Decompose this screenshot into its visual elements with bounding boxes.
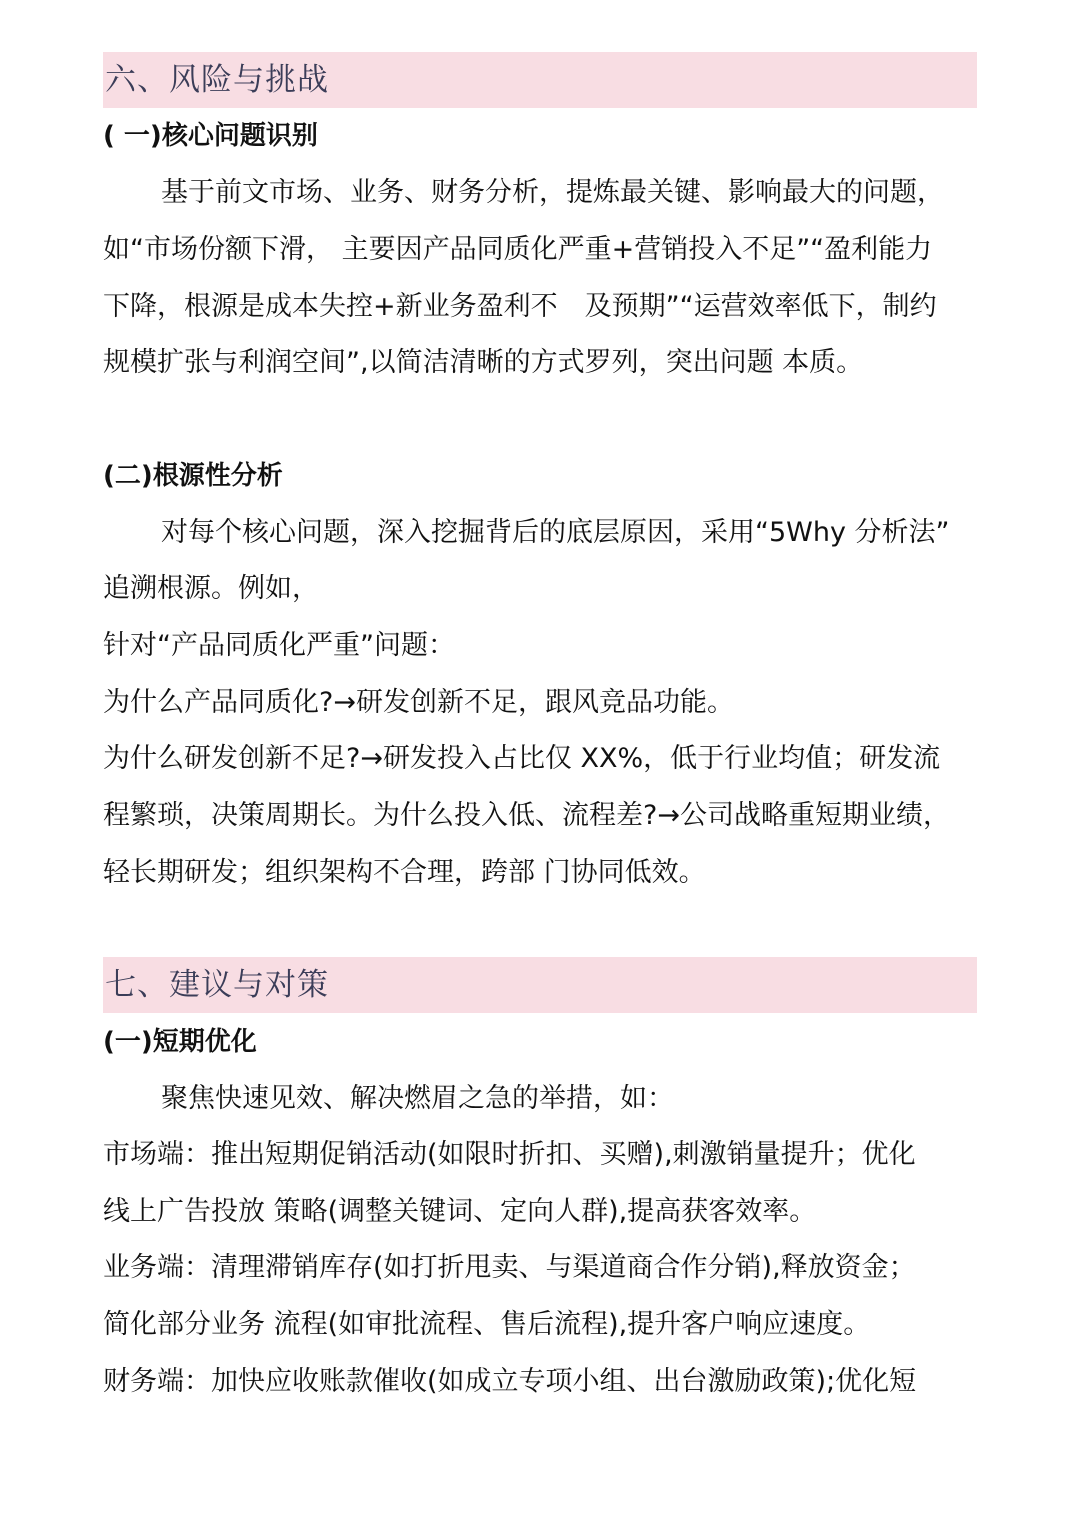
paragraph-line: 轻长期研发；组织架构不合理，跨部 门协同低效。 — [103, 857, 706, 888]
paragraph-line: 业务端：清理滞销库存(如打折甩卖、与渠道商合作分销),释放资金； — [103, 1252, 916, 1283]
paragraph-line: 如“市场份额下滑， 主要因产品同质化严重+营销投入不足”“盈利能力 — [103, 234, 933, 265]
paragraph-line: 规模扩张与利润空间”,以简洁清晰的方式罗列，突出问题 本质。 — [103, 347, 864, 378]
paragraph-line: 程繁琐，决策周期长。为什么投入低、流程差?→公司战略重短期业绩， — [103, 800, 950, 831]
paragraph-line: 财务端：加快应收账款催收(如成立专项小组、出台激励政策);优化短 — [103, 1366, 917, 1397]
subsection-heading-core-issues: ( 一)核心问题识别 — [103, 121, 318, 151]
paragraph-line: 为什么研发创新不足?→研发投入占比仅 XX%，低于行业均值；研发流 — [103, 743, 941, 774]
paragraph-line: 为什么产品同质化?→研发创新不足，跟风竞品功能。 — [103, 687, 734, 718]
paragraph-line: 市场端：推出短期促销活动(如限时折扣、买赠),刺激销量提升；优化 — [103, 1139, 916, 1170]
paragraph-line: 下降，根源是成本失控+新业务盈利不 及预期”“运营效率低下，制约 — [103, 291, 937, 322]
paragraph-line: 线上广告投放 策略(调整关键词、定向人群),提高获客效率。 — [103, 1196, 817, 1227]
paragraph-line: 简化部分业务 流程(如审批流程、售后流程),提升客户响应速度。 — [103, 1309, 871, 1340]
section-title-suggestions: 七、建议与对策 — [103, 957, 977, 1013]
subsection-heading-root-cause: (二)根源性分析 — [103, 461, 283, 491]
paragraph-line: 聚焦快速见效、解决燃眉之急的举措，如： — [161, 1083, 674, 1114]
paragraph-line: 对每个核心问题，深入挖掘背后的底层原因，采用“5Why 分析法” — [161, 517, 950, 548]
subsection-heading-short-term: (一)短期优化 — [103, 1027, 257, 1057]
paragraph-line: 追溯根源。例如， — [103, 573, 319, 604]
paragraph-line: 基于前文市场、业务、财务分析，提炼最关键、影响最大的问题， — [161, 177, 944, 208]
paragraph-line: 针对“产品同质化严重”问题： — [103, 630, 455, 661]
section-title-risks: 六、风险与挑战 — [103, 52, 977, 108]
